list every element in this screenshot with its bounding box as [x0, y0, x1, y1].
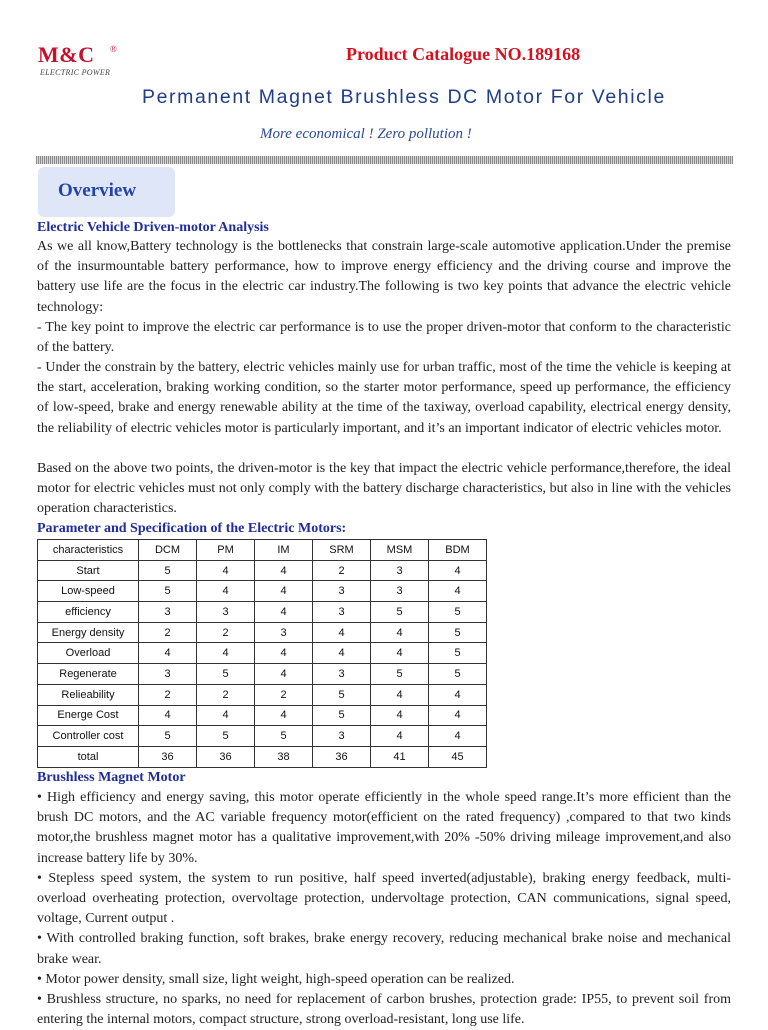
table-header-cell: IM	[255, 540, 313, 561]
brushless-feature-list	[37, 788, 731, 1030]
feature-bullet: • Brushless structure, no sparks, no need for replacement of carbon brushes, protection grade: IP55, to prevent soil from entering the internal motors, compact structure, strong overload-resistant, long use life.	[37, 992, 731, 1028]
feature-bullet: • Motor power density, small size, light weight, high-speed operation can be realized.	[37, 971, 515, 987]
table-cell: 4	[429, 684, 487, 705]
feature-bullet: • Stepless speed system, the system to run positive, half speed inverted(adjustable), braking energy feedback, multi-overload overheating protection, overvoltage protection, undervoltage protection, CAN communications, signal speed, voltage, Current output .	[37, 870, 731, 927]
table-header-cell: PM	[197, 540, 255, 561]
table-cell: 3	[313, 664, 371, 685]
table-cell: efficiency	[38, 602, 139, 623]
table-row	[38, 643, 487, 664]
table-cell: 5	[139, 581, 197, 602]
table-row	[38, 705, 487, 726]
key-point-2: - Under the constrain by the battery, electric vehicles mainly use for urban traffic, most of the time the vehicle is keeping at the start, acceleration, braking working condition, so the starter motor performance, speed up performance, the efficiency of low-speed, brake and energy renewable ability at the time of the taxiway, overload capability, electrical energy density, the reliability of electric vehicles motor is particularly important, and it’s an important indicator of electric vehicles motor.	[37, 360, 731, 436]
table-cell: 4	[313, 622, 371, 643]
feature-bullet: • High efficiency and energy saving, this motor operate efficiently in the whole speed range.It’s more efficient than the brush DC motors, and the AC variable frequency motor(efficient on the rated frequency) ,compared to that two kinds motor,the brushless magnet motor has a qualitative improvement,with 20% -50% driving mileage improvement,and also increase battery life by 30%.	[37, 790, 731, 866]
table-cell: 2	[139, 622, 197, 643]
table-header-cell: BDM	[429, 540, 487, 561]
table-cell: total	[38, 746, 139, 767]
table-cell: 2	[255, 684, 313, 705]
table-row	[38, 726, 487, 747]
table-cell: 4	[255, 643, 313, 664]
table-cell: 4	[371, 684, 429, 705]
table-cell: 5	[371, 602, 429, 623]
table-cell: 4	[255, 602, 313, 623]
analysis-heading: Electric Vehicle Driven-motor Analysis	[37, 220, 269, 235]
table-header-cell: characteristics	[38, 540, 139, 561]
table-cell: 3	[139, 664, 197, 685]
table-cell: 2	[313, 560, 371, 581]
table-row	[38, 622, 487, 643]
table-row	[38, 581, 487, 602]
table-cell: 5	[429, 602, 487, 623]
table-cell: 4	[197, 560, 255, 581]
table-cell: 5	[313, 705, 371, 726]
table-cell: 3	[371, 581, 429, 602]
table-cell: 3	[313, 602, 371, 623]
table-header-cell: MSM	[371, 540, 429, 561]
table-cell: 36	[313, 746, 371, 767]
table-cell: 3	[313, 581, 371, 602]
table-cell: 4	[371, 705, 429, 726]
table-cell: Regenerate	[38, 664, 139, 685]
table-cell: 4	[371, 643, 429, 664]
table-cell: 2	[197, 684, 255, 705]
table-cell: 2	[197, 622, 255, 643]
table-cell: 4	[429, 726, 487, 747]
table-cell: 3	[255, 622, 313, 643]
table-cell: 5	[197, 726, 255, 747]
registered-mark: ®	[110, 44, 117, 54]
table-cell: 3	[197, 602, 255, 623]
table-cell: Overload	[38, 643, 139, 664]
table-row	[38, 664, 487, 685]
table-cell: 4	[197, 581, 255, 602]
table-cell: 38	[255, 746, 313, 767]
table-cell: Low-speed	[38, 581, 139, 602]
table-cell: 4	[371, 622, 429, 643]
table-cell: 4	[197, 705, 255, 726]
conclusion-paragraph: Based on the above two points, the driven-motor is the key that impact the electric vehicle performance,therefore, the ideal motor for electric vehicles must not only comply with the battery discharge characteristics, but also in line with the vehicles operation characteristics.	[37, 461, 731, 517]
table-cell: 5	[429, 664, 487, 685]
feature-bullet: • With controlled braking function, soft brakes, brake energy recovery, reducing mechanical brake noise and mechanical brake wear.	[37, 931, 731, 967]
table-cell: 5	[429, 622, 487, 643]
table-cell: 4	[255, 664, 313, 685]
table-cell: 4	[429, 560, 487, 581]
table-cell: 5	[139, 560, 197, 581]
table-header-cell: SRM	[313, 540, 371, 561]
overview-label: Overview	[58, 180, 137, 201]
header-divider	[36, 156, 733, 164]
table-row	[38, 746, 487, 767]
table-cell: 5	[255, 726, 313, 747]
table-cell: 5	[197, 664, 255, 685]
table-cell: 4	[255, 581, 313, 602]
logo-text: M&C	[38, 42, 95, 67]
company-logo	[38, 44, 123, 86]
table-cell: Relieability	[38, 684, 139, 705]
table-cell: 45	[429, 746, 487, 767]
table-cell: 4	[139, 643, 197, 664]
key-point-1: - The key point to improve the electric car performance is to use the proper driven-motor that conform to the characteristic of the battery.	[37, 320, 731, 356]
table-cell: 5	[313, 684, 371, 705]
table-cell: 3	[371, 560, 429, 581]
table-cell: 4	[197, 643, 255, 664]
table-cell: Energe Cost	[38, 705, 139, 726]
table-cell: 4	[429, 705, 487, 726]
table-cell: 4	[255, 705, 313, 726]
table-cell: 4	[139, 705, 197, 726]
table-cell: 4	[429, 581, 487, 602]
table-row	[38, 602, 487, 623]
intro-paragraph: As we all know,Battery technology is the bottlenecks that constrain large-scale automotive application.Under the premise of the insurmountable battery performance, how to improve energy efficiency and the driving course and improve the battery use life are the focus in the electric car industry.The following is two key points that advance the electric vehicle technology:	[37, 239, 731, 315]
table-cell: 5	[429, 643, 487, 664]
table-cell: 5	[371, 664, 429, 685]
table-row	[38, 560, 487, 581]
table-cell: Energy density	[38, 622, 139, 643]
brushless-heading: Brushless Magnet Motor	[37, 770, 186, 785]
table-heading: Parameter and Specification of the Electric Motors:	[37, 521, 347, 536]
table-cell: 36	[197, 746, 255, 767]
slogan: More economical ! Zero pollution !	[260, 126, 472, 142]
catalogue-number: Product Catalogue NO.189168	[346, 44, 581, 64]
motor-comparison-table	[37, 539, 487, 768]
table-cell: 2	[139, 684, 197, 705]
table-row	[38, 684, 487, 705]
table-cell: Controller cost	[38, 726, 139, 747]
table-cell: 5	[139, 726, 197, 747]
table-header-row	[38, 540, 487, 561]
document-title: Permanent Magnet Brushless DC Motor For Vehicle	[142, 86, 666, 108]
table-cell: 4	[371, 726, 429, 747]
table-cell: 36	[139, 746, 197, 767]
logo-subtitle: ELECTRIC POWER	[40, 68, 111, 77]
table-cell: 3	[139, 602, 197, 623]
table-cell: 4	[255, 560, 313, 581]
table-header-cell: DCM	[139, 540, 197, 561]
table-cell: 3	[313, 726, 371, 747]
table-cell: 4	[313, 643, 371, 664]
table-cell: 41	[371, 746, 429, 767]
table-cell: Start	[38, 560, 139, 581]
